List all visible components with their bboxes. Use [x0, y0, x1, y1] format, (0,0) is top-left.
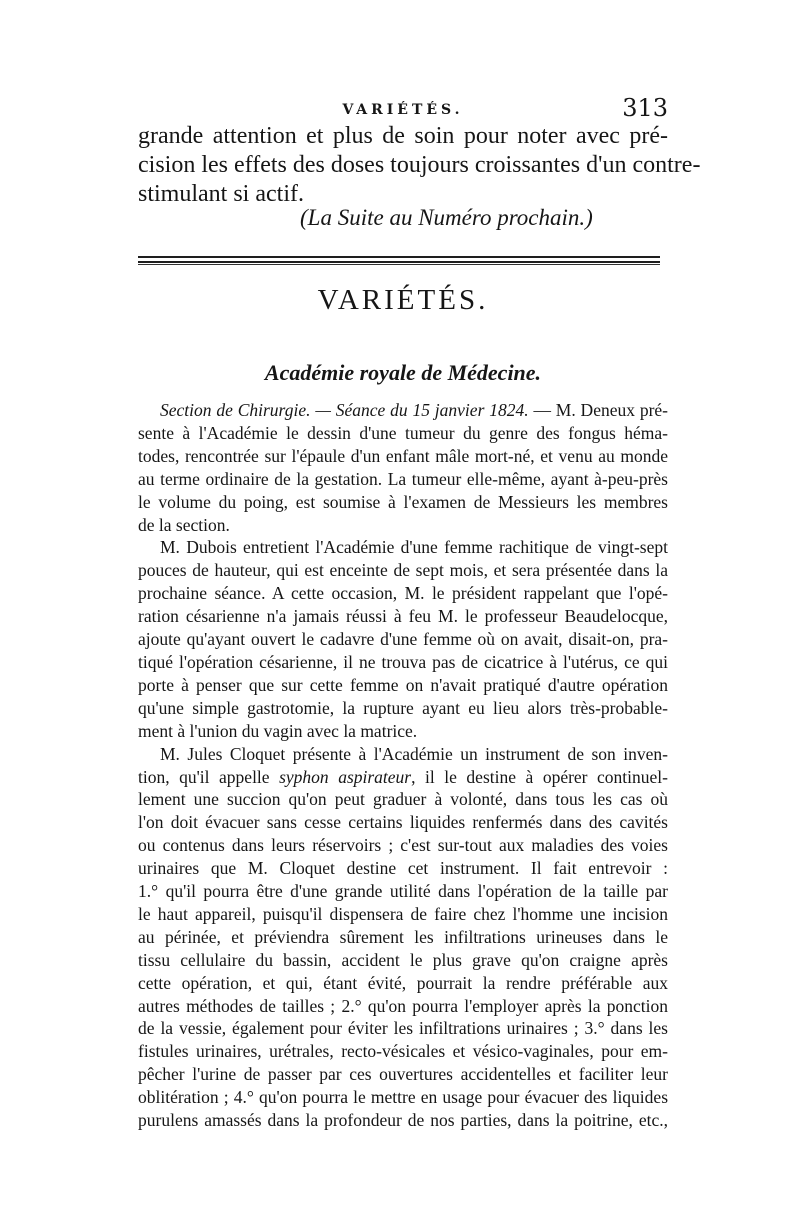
running-head-title: VARIÉTÉS.	[342, 102, 464, 118]
text-line: sente à l'Académie le dessin d'une tumeur du genre des fongus héma-	[138, 422, 668, 443]
text-line: pêcher l'urine de passer par ces ouvertures accidentelles et faciliter leur	[138, 1064, 668, 1085]
text-line: cision les effets des doses toujours croissantes d'un contre-	[138, 152, 701, 178]
article-body	[138, 399, 668, 1132]
text-line: pouces de hauteur, qui est enceinte de sept mois, et sera présentée dans la	[138, 560, 668, 581]
text-line: au terme ordinaire de la gestation. La tumeur elle-même, ayant à-peu-près	[138, 468, 668, 489]
text-span: — M. Deneux pré-	[528, 400, 668, 420]
text-line: grande attention et plus de soin pour noter avec pré-	[138, 123, 668, 149]
page-number: 313	[622, 94, 668, 122]
section-rule	[138, 261, 660, 263]
text-span: tion, qu'il appelle	[138, 766, 280, 787]
text-line: ajoute qu'ayant ouvert le cadavre d'une femme où on avait, disait-on, pra-	[138, 629, 668, 650]
text-line: lement une succion qu'on peut graduer à volonté, dans tous les cas où	[138, 789, 668, 810]
text-line: stimulant si actif.	[138, 181, 304, 207]
continuation-paragraph	[138, 122, 701, 209]
text-line: todes, rencontrée sur l'épaule d'un enfant mâle mort-né, et venu au monde	[138, 445, 668, 466]
section-rule	[138, 264, 660, 265]
text-line: l'on doit évacuer sans cesse certains liquides renfermés dans des cavités	[138, 812, 668, 833]
text-line: prochaine séance. A cette occasion, M. le président rappelant que l'opé-	[138, 583, 668, 604]
text-line	[138, 766, 668, 789]
instrument-name: syphon aspirateur	[279, 766, 412, 787]
session-heading: Section de Chirurgie. — Séance du 15 janvier 1824.	[160, 400, 529, 420]
text-line: fistules urinaires, urétrales, recto-vésicales et vésico-vaginales, pour em-	[138, 1041, 668, 1062]
text-line: ment à l'union du vagin avec la matrice.	[138, 720, 418, 741]
text-line: tiqué l'opération césarienne, il ne trouva pas de cicatrice à l'utérus, ce qui	[138, 651, 668, 672]
text-line: 1.° qu'il pourra être d'une grande utilité dans l'opération de la taille par	[138, 881, 668, 902]
text-line: le haut appareil, puisqu'il dispensera de faire chez l'homme une incision	[138, 903, 668, 924]
text-line	[138, 399, 668, 422]
text-line: oblitération ; 4.° qu'on pourra le mettre en usage pour évacuer des liquides	[138, 1087, 668, 1108]
text-line: M. Dubois entretient l'Académie d'une femme rachitique de vingt-sept	[160, 537, 668, 558]
text-line: ration césarienne n'a jamais réussi à feu M. le professeur Beaudelocque,	[138, 606, 668, 627]
text-line: cette opération, et qui, étant évité, pourrait la rendre préférable aux	[138, 972, 668, 993]
text-span: , il le destine à opérer continuel-	[411, 766, 668, 787]
text-line: purulens amassés dans la profondeur de nos parties, dans la poitrine, etc.,	[138, 1110, 668, 1131]
text-line: le volume du poing, est soumise à l'examen de Messieurs les membres	[138, 491, 668, 512]
text-line: ou contenus dans leurs réservoirs ; c'est sur-tout aux maladies des voies	[138, 835, 668, 856]
text-line: qu'une simple gastrotomie, la rupture ayant eu lieu alors très-probable-	[138, 697, 668, 718]
text-line: urinaires que M. Cloquet destine cet instrument. Il fait entrevoir :	[138, 858, 668, 879]
section-title: VARIÉTÉS.	[317, 284, 489, 316]
text-line: tissu cellulaire du bassin, accident le plus grave qu'on craigne après	[138, 949, 668, 970]
subsection-title: Académie royale de Médecine.	[264, 360, 542, 385]
section-rule	[138, 256, 660, 258]
text-line: de la section.	[138, 514, 230, 535]
text-line: au périnée, et préviendra sûrement les infiltrations urineuses dans le	[138, 926, 668, 947]
text-line: de la vessie, également pour éviter les infiltrations urinaires ; 3.° dans les	[138, 1018, 668, 1039]
text-line: porte à penser que sur cette femme on n'avait pratiqué d'autre opération	[138, 674, 668, 695]
text-line: M. Jules Cloquet présente à l'Académie un instrument de son inven-	[160, 743, 668, 764]
suite-note: (La Suite au Numéro prochain.)	[300, 205, 593, 230]
text-line: autres méthodes de tailles ; 2.° qu'on pourra l'employer après la ponction	[138, 995, 668, 1016]
